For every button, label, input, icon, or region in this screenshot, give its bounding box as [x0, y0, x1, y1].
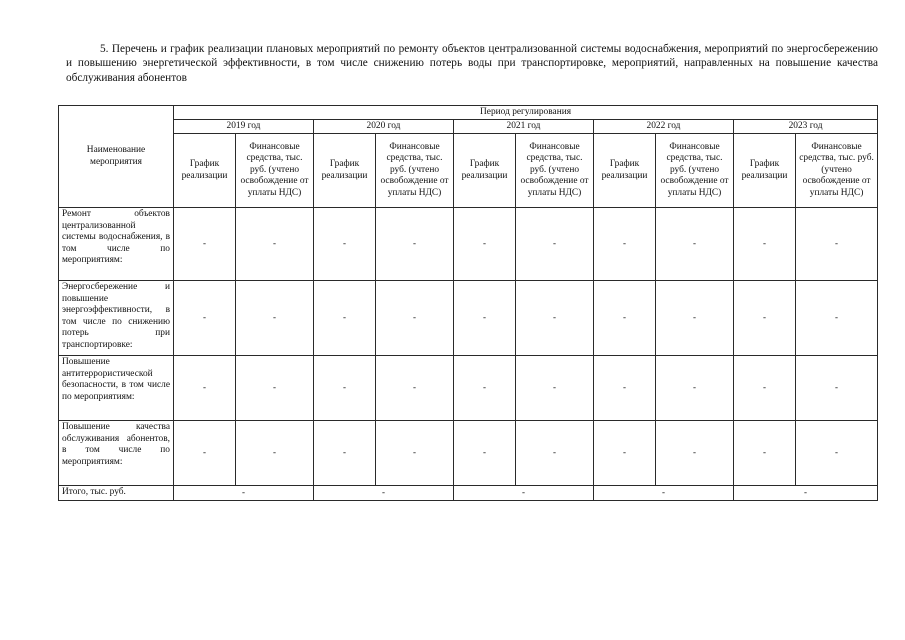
schedule-header: График реализации	[454, 134, 516, 208]
section-heading: 5. Перечень и график реализации плановых мероприятий по ремонту объектов централизованной системы водоснабжения, мероприятий по энергосбережению и повышению энергетической эффективности, в том числе снижению потерь воды при транспортировке, мероприятий, направленных на повышение качества обслуживания абонентов	[66, 43, 878, 84]
table-cell: -	[796, 281, 878, 356]
table-cell: -	[594, 208, 656, 281]
table-cell: -	[594, 356, 656, 421]
name-column-header: Наименование мероприятия	[59, 106, 174, 208]
table-cell: -	[594, 421, 656, 486]
finance-header: Финансовые средства, тыс. руб. (учтено освобождение от уплаты НДС)	[656, 134, 734, 208]
table-cell: -	[236, 421, 314, 486]
table-cell: -	[174, 208, 236, 281]
table-cell: -	[314, 281, 376, 356]
table-cell: -	[454, 421, 516, 486]
plan-table	[58, 105, 878, 501]
year-header: 2019 год	[174, 120, 314, 134]
table-cell: -	[454, 281, 516, 356]
table-cell: -	[236, 356, 314, 421]
table-cell: -	[376, 208, 454, 281]
table-cell: -	[734, 421, 796, 486]
total-cell: -	[174, 486, 314, 501]
schedule-header: График реализации	[314, 134, 376, 208]
total-cell: -	[314, 486, 454, 501]
table-cell: -	[454, 356, 516, 421]
activity-name: Повышение качества обслуживания абонентов, в том числе по мероприятиям:	[59, 421, 174, 486]
table-cell: -	[314, 356, 376, 421]
finance-header: Финансовые средства, тыс. руб. (учтено освобождение от уплаты НДС)	[376, 134, 454, 208]
table-cell: -	[734, 208, 796, 281]
table-cell: -	[174, 281, 236, 356]
table-cell: -	[516, 356, 594, 421]
year-header: 2020 год	[314, 120, 454, 134]
year-header: 2021 год	[454, 120, 594, 134]
table-cell: -	[796, 421, 878, 486]
table-cell: -	[376, 281, 454, 356]
table-cell: -	[734, 356, 796, 421]
schedule-header: График реализации	[594, 134, 656, 208]
table-row	[59, 208, 878, 281]
activity-name: Ремонт объектов централизованной системы водоснабжения, в том числе по мероприятиям:	[59, 208, 174, 281]
table-cell: -	[516, 421, 594, 486]
total-cell: -	[734, 486, 878, 501]
table-cell: -	[454, 208, 516, 281]
table-cell: -	[516, 281, 594, 356]
table-cell: -	[376, 356, 454, 421]
table-row	[59, 356, 878, 421]
table-row	[59, 421, 878, 486]
table-cell: -	[734, 281, 796, 356]
finance-header: Финансовые средства, тыс. руб. (учтено освобождение от уплаты НДС)	[796, 134, 878, 208]
finance-header: Финансовые средства, тыс. руб. (учтено освобождение от уплаты НДС)	[516, 134, 594, 208]
table-cell: -	[236, 208, 314, 281]
period-header: Период регулирования	[174, 106, 878, 120]
table-cell: -	[376, 421, 454, 486]
activity-name: Повышение антитеррористической безопасности, в том числе по мероприятиям:	[59, 356, 174, 421]
table-cell: -	[796, 208, 878, 281]
table-cell: -	[516, 208, 594, 281]
table-cell: -	[594, 281, 656, 356]
total-row	[59, 486, 878, 501]
table-cell: -	[656, 421, 734, 486]
table-cell: -	[174, 356, 236, 421]
total-cell: -	[594, 486, 734, 501]
total-label: Итого, тыс. руб.	[59, 486, 174, 501]
table-cell: -	[314, 208, 376, 281]
table-cell: -	[796, 356, 878, 421]
table-cell: -	[314, 421, 376, 486]
table-cell: -	[656, 281, 734, 356]
schedule-header: График реализации	[734, 134, 796, 208]
table-cell: -	[174, 421, 236, 486]
table-cell: -	[656, 356, 734, 421]
schedule-header: График реализации	[174, 134, 236, 208]
year-header: 2022 год	[594, 120, 734, 134]
finance-header: Финансовые средства, тыс. руб. (учтено освобождение от уплаты НДС)	[236, 134, 314, 208]
total-cell: -	[454, 486, 594, 501]
year-header: 2023 год	[734, 120, 878, 134]
activity-name: Энергосбережение и повышение энергоэффективности, в том числе по снижению потерь при транспортировке:	[59, 281, 174, 356]
table-row	[59, 281, 878, 356]
table-cell: -	[656, 208, 734, 281]
table-cell: -	[236, 281, 314, 356]
